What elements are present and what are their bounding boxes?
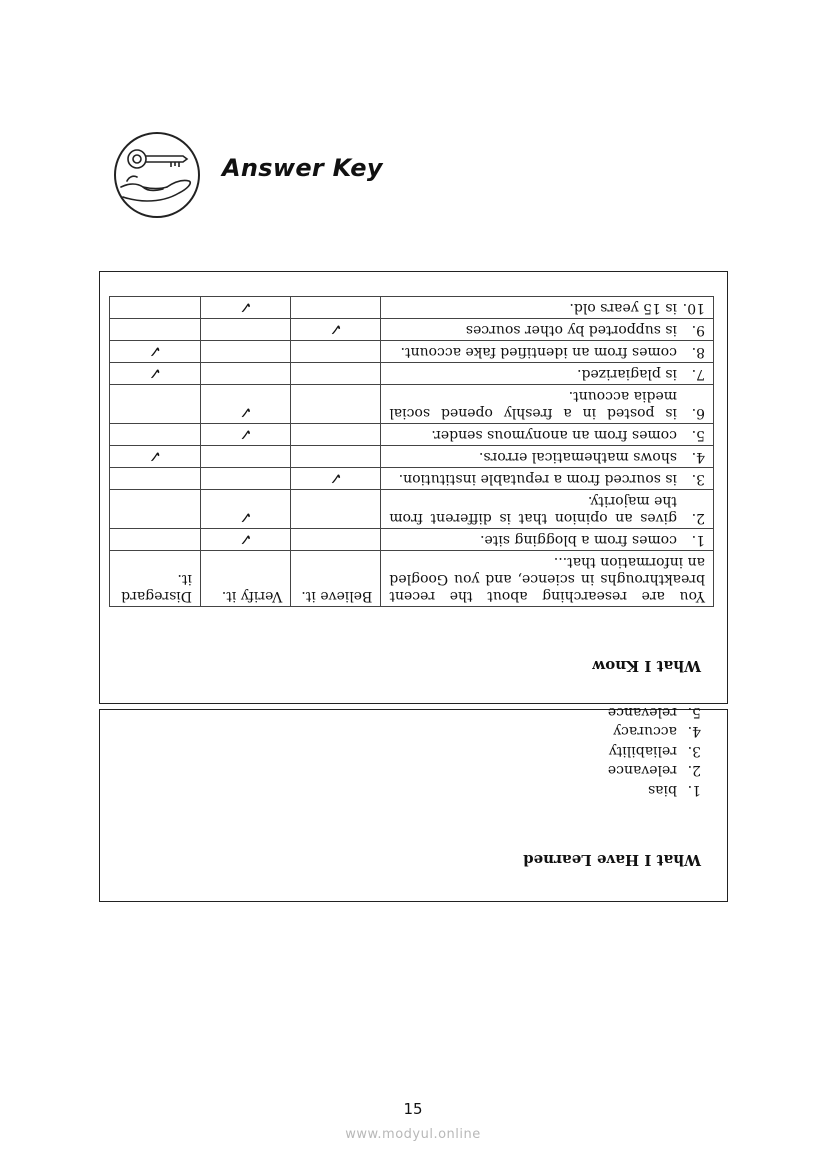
row-number: 1. (691, 532, 705, 548)
verify-mark: ✓ (201, 385, 291, 424)
believe-mark (291, 424, 381, 446)
disregard-mark (110, 424, 201, 446)
row-number: 3. (691, 471, 705, 487)
item-number: 3. (687, 743, 701, 759)
row-text: comes from a blogging site. (479, 532, 677, 548)
believe-mark: ✓ (291, 468, 381, 490)
list-item (608, 702, 701, 722)
disregard-mark: ✓ (110, 363, 201, 385)
table-row (110, 363, 714, 385)
row-number: 9. (691, 322, 705, 338)
item-text: accuracy (613, 723, 677, 740)
item-number: 5. (687, 704, 701, 720)
table-header-row (110, 551, 714, 607)
item-number: 1. (687, 782, 701, 798)
believe-mark (291, 490, 381, 529)
verify-mark: ✓ (201, 297, 291, 319)
row-number: 7. (691, 366, 705, 382)
item-number: 2. (687, 762, 701, 779)
table-row (110, 319, 714, 341)
believe-mark (291, 297, 381, 319)
row-number: 10. (682, 300, 705, 316)
table-row (110, 424, 714, 446)
believe-mark: ✓ (291, 319, 381, 341)
row-number: 8. (691, 344, 705, 360)
table-row (110, 385, 714, 424)
disregard-mark (110, 385, 201, 424)
row-text: is posted in a freshly opened social media account. (389, 388, 677, 421)
item-text: relevance (607, 704, 677, 720)
believe-mark (291, 529, 381, 551)
row-text: is plagiarized. (577, 366, 677, 382)
what-i-know-table (109, 296, 714, 607)
table-row (110, 529, 714, 551)
verify-mark (201, 319, 291, 341)
item-text: reliability (608, 743, 677, 759)
verify-mark (201, 446, 291, 468)
row-text: comes from an identified fake account. (400, 344, 677, 360)
verify-mark (201, 341, 291, 363)
table-row (110, 490, 714, 529)
disregard-mark (110, 297, 201, 319)
believe-mark (291, 385, 381, 424)
learned-list (608, 702, 701, 800)
table-row (110, 446, 714, 468)
believe-header: Believe it. (291, 551, 381, 607)
answer-key-logo-icon (113, 131, 201, 219)
item-text: relevance (607, 762, 677, 779)
disregard-mark (110, 529, 201, 551)
row-number: 5. (691, 427, 705, 443)
row-number: 2. (691, 510, 705, 526)
what-i-have-learned-box (99, 704, 728, 902)
verify-mark (201, 468, 291, 490)
verify-header: Verify it. (201, 551, 291, 607)
item-number: 4. (687, 723, 701, 740)
row-text: is 15 years old. (569, 300, 677, 316)
page-title: Answer Key (222, 154, 383, 182)
row-text: comes from an anonymous sender. (431, 427, 677, 443)
believe-mark (291, 446, 381, 468)
list-item (608, 780, 701, 800)
verify-mark: ✓ (201, 490, 291, 529)
question-header: You are researching about the recent breakthroughs in science, and you Googled an information that... (381, 551, 714, 607)
list-item (608, 741, 701, 761)
what-i-know-box (99, 271, 728, 704)
row-text: is supported by other sources (465, 322, 677, 338)
row-text: gives an opinion that is different from the majority. (389, 493, 677, 526)
verify-mark (201, 363, 291, 385)
list-item (608, 721, 701, 741)
verify-mark: ✓ (201, 529, 291, 551)
table-row (110, 341, 714, 363)
list-item (608, 760, 701, 780)
what-i-have-learned-heading: What I Have Learned (523, 851, 701, 869)
disregard-mark: ✓ (110, 446, 201, 468)
row-text: shows mathematical errors. (478, 449, 677, 465)
row-number: 6. (691, 405, 705, 421)
disregard-mark (110, 468, 201, 490)
disregard-mark (110, 490, 201, 529)
disregard-mark (110, 319, 201, 341)
believe-mark (291, 341, 381, 363)
page-number: 15 (403, 1100, 423, 1118)
item-text: bias (648, 782, 677, 798)
row-text: is sourced from a reputable institution. (398, 471, 677, 487)
what-i-know-heading: What I Know (592, 657, 701, 675)
table-row (110, 468, 714, 490)
table-row (110, 297, 714, 319)
disregard-mark: ✓ (110, 341, 201, 363)
row-number: 4. (691, 449, 705, 465)
watermark: www.modyul.online (345, 1127, 481, 1142)
verify-mark: ✓ (201, 424, 291, 446)
believe-mark (291, 363, 381, 385)
disregard-header: Disregard it. (110, 551, 201, 607)
